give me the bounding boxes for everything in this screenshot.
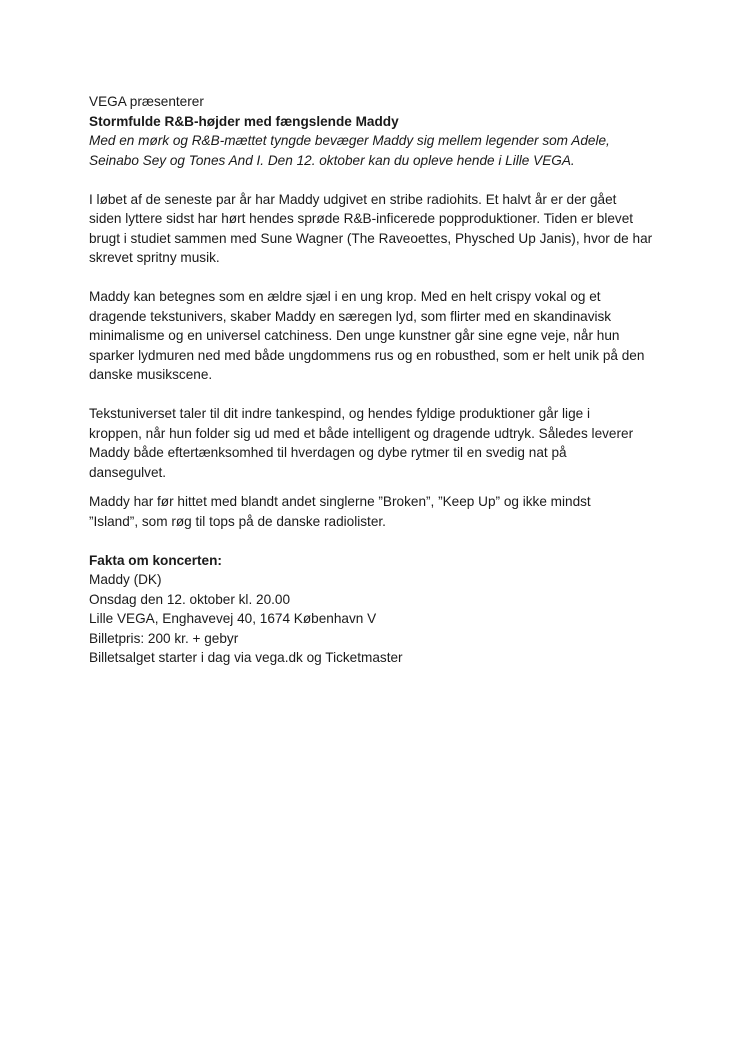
paragraph-line: kroppen, når hun folder sig ud med et både intelligent og dragende udtryk. Således leverer — [89, 425, 634, 441]
paragraph-3 — [89, 404, 669, 482]
paragraph-2 — [89, 287, 669, 385]
paragraph-line: dragende tekstunivers, skaber Maddy en særegen lyd, som flirter med en skandinavisk — [89, 308, 612, 324]
paragraph-line: siden lyttere sidst har hørt hendes sprøde R&B-inficerede popproduktioner. Tiden er blevet — [89, 211, 634, 226]
paragraph-line: Maddy har før hittet med blandt andet singlerne ”Broken”, ”Keep Up” og ikke mindst — [89, 494, 591, 509]
press-release — [89, 92, 669, 668]
facts-heading: Fakta om koncerten: — [89, 552, 222, 568]
lede-line: Med en mørk og R&B-mættet tyngde bevæger Maddy sig mellem legender som Adele, — [89, 133, 610, 148]
paragraph-line: minimalisme og en universel catchiness. Den unge kunstner går sine egne veje, når hun — [89, 328, 620, 343]
paragraph-line: danske musikscene. — [89, 367, 213, 382]
paragraph-1 — [89, 190, 669, 268]
presenter-line: VEGA præsenterer — [89, 94, 204, 109]
paragraph-4 — [89, 492, 669, 531]
facts-item: Onsdag den 12. oktober kl. 20.00 — [89, 591, 291, 607]
facts-item: Maddy (DK) — [89, 572, 162, 587]
paragraph-line: dansegulvet. — [89, 464, 167, 480]
paragraph-line: Tekstuniverset taler til dit indre tankespind, og hendes fyldige produktioner går lige i — [89, 406, 590, 421]
facts-item: Billetpris: 200 kr. + gebyr — [89, 630, 239, 646]
paragraph-line: I løbet af de seneste par år har Maddy udgivet en stribe radiohits. Et halvt år er der gået — [89, 191, 617, 207]
paragraph-line: ”Island”, som røg til tops på de danske radiolister. — [89, 513, 386, 529]
paragraph-line: Maddy kan betegnes som en ældre sjæl i en ung krop. Med en helt crispy vokal og et — [89, 289, 601, 304]
lede-line: Seinabo Sey og Tones And I. Den 12. oktober kan du opleve hende i Lille VEGA. — [89, 152, 575, 168]
paragraph-line: Maddy både eftertænksomhed til hverdagen og dybe rytmer til en svedig nat på — [89, 445, 567, 460]
headline: Stormfulde R&B-højder med fængslende Maddy — [89, 113, 399, 129]
facts-item: Billetsalget starter i dag via vega.dk og Ticketmaster — [89, 650, 403, 665]
paragraph-line: sparker lydmuren ned med både ungdommens rus og en robusthed, som er helt unik på den — [89, 347, 645, 363]
paragraph-line: brugt i studiet sammen med Sune Wagner (The Raveoettes, Physched Up Janis), hvor de har — [89, 230, 653, 246]
paragraph-line: skrevet spritny musik. — [89, 250, 220, 265]
facts-item: Lille VEGA, Enghavevej 40, 1674 København V — [89, 611, 377, 626]
facts-section — [89, 551, 669, 668]
lede — [89, 131, 669, 170]
